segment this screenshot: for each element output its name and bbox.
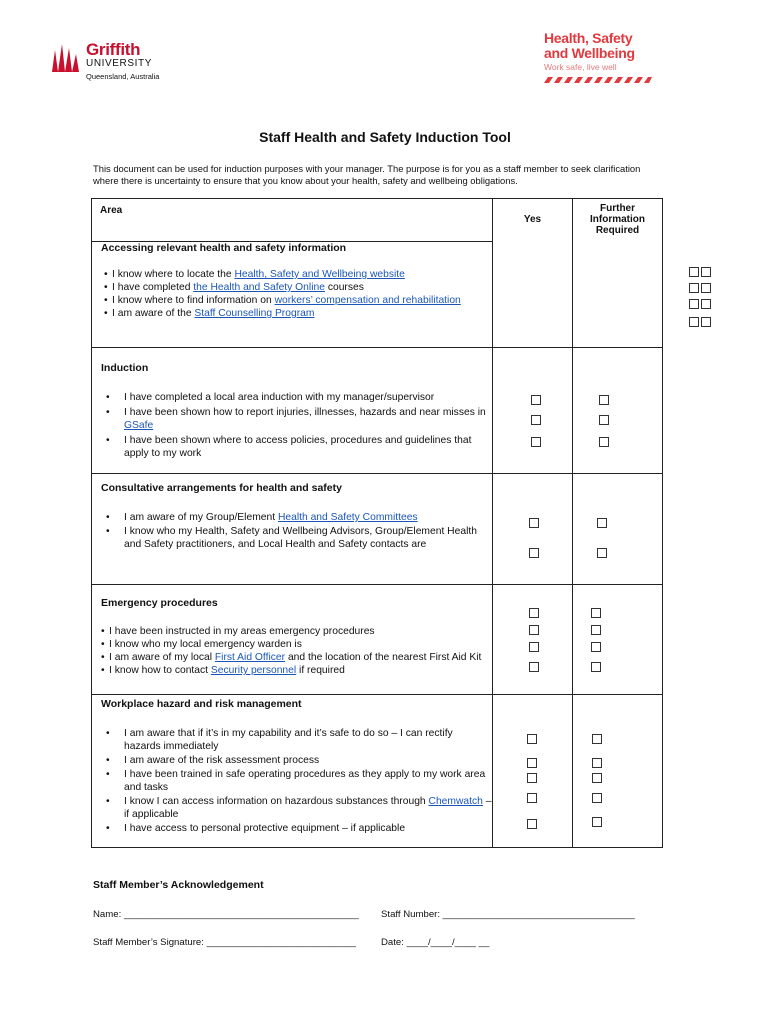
item-text: I have been shown how to report injuries, illnesses, hazards and near misses in — [124, 407, 486, 418]
logo-location: Queensland, Australia — [86, 72, 160, 81]
section-items — [92, 391, 492, 460]
list-item — [104, 281, 492, 294]
further-checkbox[interactable] — [689, 267, 699, 277]
list-item — [101, 651, 492, 664]
further-checkbox[interactable] — [592, 758, 602, 768]
yes-checkbox[interactable] — [529, 625, 539, 635]
further-cell — [573, 474, 663, 585]
hazard-stripes-icon — [544, 77, 652, 83]
section-title: Induction — [101, 362, 149, 374]
item-text: I have been shown where to access policies, procedures and guidelines that apply to my work — [124, 435, 472, 459]
yes-checkbox[interactable] — [527, 793, 537, 803]
further-checkbox[interactable] — [599, 415, 609, 425]
further-line1: Further — [600, 203, 635, 214]
further-checkbox[interactable] — [599, 395, 609, 405]
section-row-workplace-hazard — [92, 695, 663, 848]
yes-checkbox[interactable] — [529, 662, 539, 672]
hs-online-link[interactable]: the Health and Safety Online — [193, 282, 325, 293]
list-item — [104, 268, 492, 281]
date-field[interactable]: Date: ____/____/____ __ — [381, 937, 490, 948]
yes-cell — [493, 474, 573, 585]
yes-checkbox[interactable] — [529, 548, 539, 558]
further-checkbox[interactable] — [591, 662, 601, 672]
further-line3: Required — [595, 225, 640, 236]
hsw-logo-line1: Health, Safety — [544, 30, 633, 46]
yes-checkbox[interactable] — [531, 437, 541, 447]
logo-sub: UNIVERSITY — [86, 58, 153, 69]
list-item — [101, 625, 492, 638]
list-item — [104, 294, 492, 307]
item-text: I am aware of my Group/Element — [124, 512, 278, 523]
list-item — [104, 822, 492, 835]
section-items — [92, 625, 492, 677]
further-checkbox[interactable] — [689, 283, 699, 293]
hs-committees-link[interactable]: Health and Safety Committees — [277, 512, 418, 523]
yes-checkbox[interactable] — [701, 317, 711, 327]
item-text: if required — [296, 665, 345, 676]
section-area-cell — [92, 585, 493, 695]
list-item — [104, 434, 492, 460]
section-title: Emergency procedures — [101, 597, 218, 609]
hsw-logo-tagline: Work safe, live well — [544, 62, 617, 72]
yes-checkbox[interactable] — [701, 267, 711, 277]
section-row-emergency — [92, 585, 663, 695]
section-items — [92, 727, 492, 835]
yes-checkbox[interactable] — [529, 642, 539, 652]
item-text: I have completed a local area induction with my manager/supervisor — [124, 392, 435, 403]
list-item — [104, 406, 492, 432]
item-text: I have been instructed in my areas emergency procedures — [109, 626, 375, 637]
section-area-cell — [92, 242, 493, 348]
griffith-crest-icon — [50, 42, 82, 72]
table-header-row — [92, 199, 663, 242]
item-text: I have completed — [112, 282, 194, 293]
yes-checkbox[interactable] — [529, 518, 539, 528]
further-checkbox[interactable] — [689, 299, 699, 309]
health-safety-wellbeing-logo — [544, 31, 654, 83]
list-item — [101, 664, 492, 677]
list-item — [104, 525, 492, 551]
hsw-website-link[interactable]: Health, Safety and Wellbeing website — [234, 269, 405, 280]
yes-checkbox[interactable] — [701, 283, 711, 293]
item-text: I have been trained in safe operating procedures as they apply to my work area and tasks — [124, 769, 486, 793]
list-item — [104, 768, 492, 794]
section-area-cell — [92, 474, 493, 585]
yes-checkbox[interactable] — [527, 819, 537, 829]
section-items — [92, 268, 492, 320]
item-text: I know where to locate the — [112, 269, 235, 280]
yes-checkbox[interactable] — [527, 758, 537, 768]
item-text: courses — [324, 282, 364, 293]
logo-brand: Griffith — [86, 40, 141, 59]
list-item — [101, 638, 492, 651]
staff-counselling-link[interactable]: Staff Counselling Program — [194, 308, 315, 319]
signature-field[interactable]: Staff Member’s Signature: ____________________________ — [93, 937, 356, 948]
further-checkbox[interactable] — [591, 625, 601, 635]
yes-checkbox[interactable] — [527, 734, 537, 744]
further-checkbox[interactable] — [597, 548, 607, 558]
further-line2: Information — [590, 214, 645, 225]
yes-cell — [493, 348, 573, 474]
further-checkbox[interactable] — [591, 608, 601, 618]
col-further-header — [573, 199, 663, 348]
yes-checkbox[interactable] — [531, 395, 541, 405]
further-checkbox[interactable] — [592, 773, 602, 783]
col-area-header: Area — [92, 199, 493, 242]
list-item — [104, 307, 492, 320]
name-field[interactable]: Name: ____________________________________________ — [93, 909, 359, 920]
item-text: I know who my local emergency warden is — [109, 639, 302, 650]
item-text: I know I can access information on hazardous substances through — [124, 796, 429, 807]
yes-checkbox[interactable] — [701, 299, 711, 309]
gsafe-link[interactable]: GSafe — [124, 420, 154, 431]
yes-cell — [493, 585, 573, 695]
section-area-cell — [92, 348, 493, 474]
yes-checkbox[interactable] — [529, 608, 539, 618]
yes-checkbox[interactable] — [531, 415, 541, 425]
col-yes-header: Yes — [493, 199, 573, 348]
further-cell — [573, 348, 663, 474]
item-text: I know who my Health, Safety and Wellbeing Advisors, Group/Element Health and Safety practitioners, and Local Health and Safety contacts are — [124, 526, 477, 550]
item-text: I know where to find information on — [112, 295, 275, 306]
item-text: I am aware of the risk assessment process — [124, 755, 320, 766]
section-title: Consultative arrangements for health and safety — [101, 482, 342, 494]
list-item — [104, 391, 492, 404]
further-checkbox[interactable] — [592, 817, 602, 827]
list-item — [104, 795, 492, 821]
section-title: Workplace hazard and risk management — [101, 698, 302, 710]
further-checkbox[interactable] — [592, 734, 602, 744]
section-area-cell — [92, 695, 493, 848]
hsw-logo-line2: and Wellbeing — [544, 45, 635, 61]
section-row-induction — [92, 348, 663, 474]
item-text: I am aware of the — [112, 308, 195, 319]
griffith-university-logo — [50, 40, 180, 86]
item-text: I know how to contact — [109, 665, 211, 676]
yes-cell — [493, 695, 573, 848]
list-item — [104, 511, 492, 524]
item-text: and the location of the nearest First Aid Kit — [285, 652, 482, 663]
staff-number-field[interactable]: Staff Number: ____________________________________ — [381, 909, 635, 920]
further-checkbox[interactable] — [689, 317, 699, 327]
section-items — [92, 511, 492, 551]
chemwatch-link[interactable]: Chemwatch — [428, 796, 483, 807]
item-text: I have access to personal protective equipment – if applicable — [124, 823, 406, 834]
further-cell — [573, 585, 663, 695]
workers-comp-link[interactable]: workers’ compensation and rehabilitation — [274, 295, 461, 306]
document-title: Staff Health and Safety Induction Tool — [259, 129, 511, 145]
security-personnel-link[interactable]: Security personnel — [210, 665, 297, 676]
list-item — [104, 754, 492, 767]
acknowledgement-title: Staff Member’s Acknowledgement — [93, 879, 264, 891]
induction-checklist-table — [91, 198, 663, 848]
further-checkbox[interactable] — [592, 793, 602, 803]
further-checkbox[interactable] — [597, 518, 607, 528]
further-checkbox[interactable] — [591, 642, 601, 652]
yes-checkbox[interactable] — [527, 773, 537, 783]
first-aid-officer-link[interactable]: First Aid Officer — [214, 652, 286, 663]
intro-paragraph: This document can be used for induction purposes with your manager. The purpose is for you as a staff member to seek clarification where there is uncertainty to ensure that you know about your health, safety and wellbeing obligations. — [93, 163, 641, 186]
list-item — [104, 727, 492, 753]
item-text: I am aware of my local — [109, 652, 215, 663]
further-cell — [573, 695, 663, 848]
section-row-consultative — [92, 474, 663, 585]
section-title: Accessing relevant health and safety information — [101, 242, 347, 254]
item-text: – if applicable — [124, 796, 492, 820]
item-text: I am aware that if it’s in my capability and it’s safe to do so – I can rectify hazards immediately — [124, 728, 453, 752]
further-checkbox[interactable] — [599, 437, 609, 447]
